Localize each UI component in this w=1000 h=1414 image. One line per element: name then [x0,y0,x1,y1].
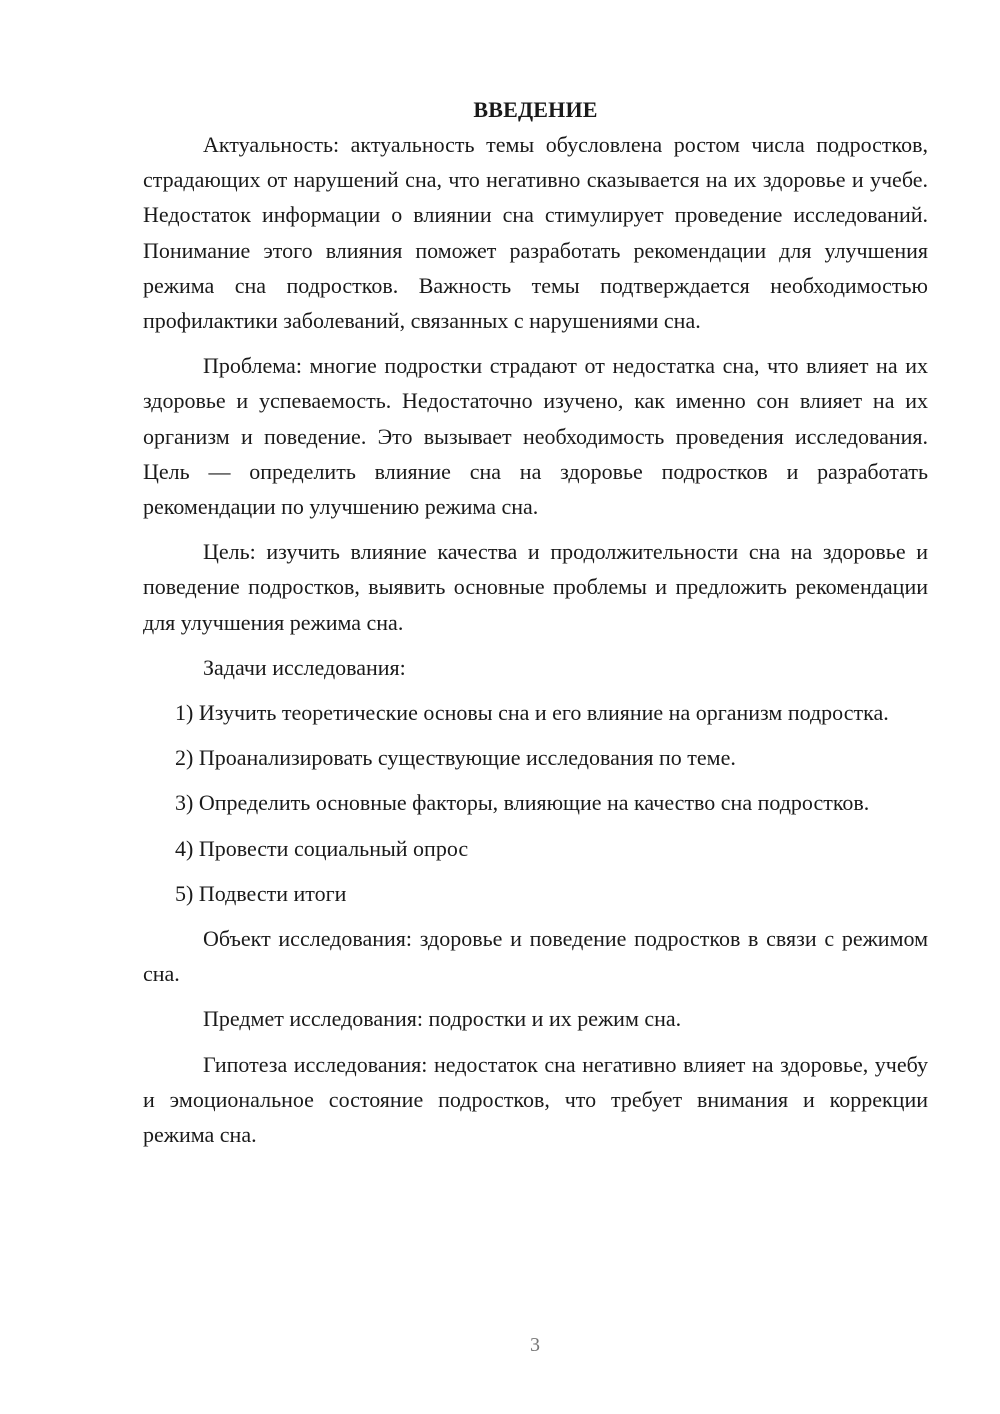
task-item-2: 2) Проанализировать существующие исследования по теме. [175,745,736,771]
task-item-1: 1) Изучить теоретические основы сна и его влияние на организм подростка. [175,700,889,726]
paragraph-relevance: Актуальность: актуальность темы обусловлена ростом числа подростков, страдающих от нарушений сна, что негативно сказывается на их здоровье и учебе. Недостаток информации о влиянии сна стимулирует проведение исследований. Понимание этого влияния поможет разработать рекомендации для улучшения режима сна подростков. Важность темы подтверждается необходимостью профилактики заболеваний, связанных с нарушениями сна. [143,132,928,334]
paragraph-subject: Предмет исследования: подростки и их режим сна. [203,1006,682,1032]
paragraph-tasks-heading: Задачи исследования: [203,654,406,680]
paragraph-object: Объект исследования: здоровье и поведение подростков в связи с режимом сна. [143,926,928,987]
paragraph-goal: Цель: изучить влияние качества и продолжительности сна на здоровье и поведение подростков, выявить основные проблемы и предложить рекомендации для улучшения режима сна. [143,539,928,635]
task-item-3: 3) Определить основные факторы, влияющие на качество сна подростков. [175,790,870,816]
paragraph-hypothesis: Гипотеза исследования: недостаток сна негативно влияет на здоровье, учебу и эмоциональное состояние подростков, что требует внимания и коррекции режима сна. [143,1051,928,1148]
document-page [143,92,928,1152]
paragraph-problem: Проблема: многие подростки страдают от недостатка сна, что влияет на их здоровье и успеваемость. Недостаточно изучено, как именно сон влияет на их организм и поведение. Это вызывает необходимость проведения исследования. Цель — определить влияние сна на здоровье подростков и разработать рекомендации по улучшению режима сна. [143,353,928,520]
page-number: 3 [530,1334,540,1356]
page-title: ВВЕДЕНИЕ [473,97,598,122]
task-item-5: 5) Подвести итоги [175,880,347,906]
task-item-4: 4) Провести социальный опрос [175,835,469,861]
